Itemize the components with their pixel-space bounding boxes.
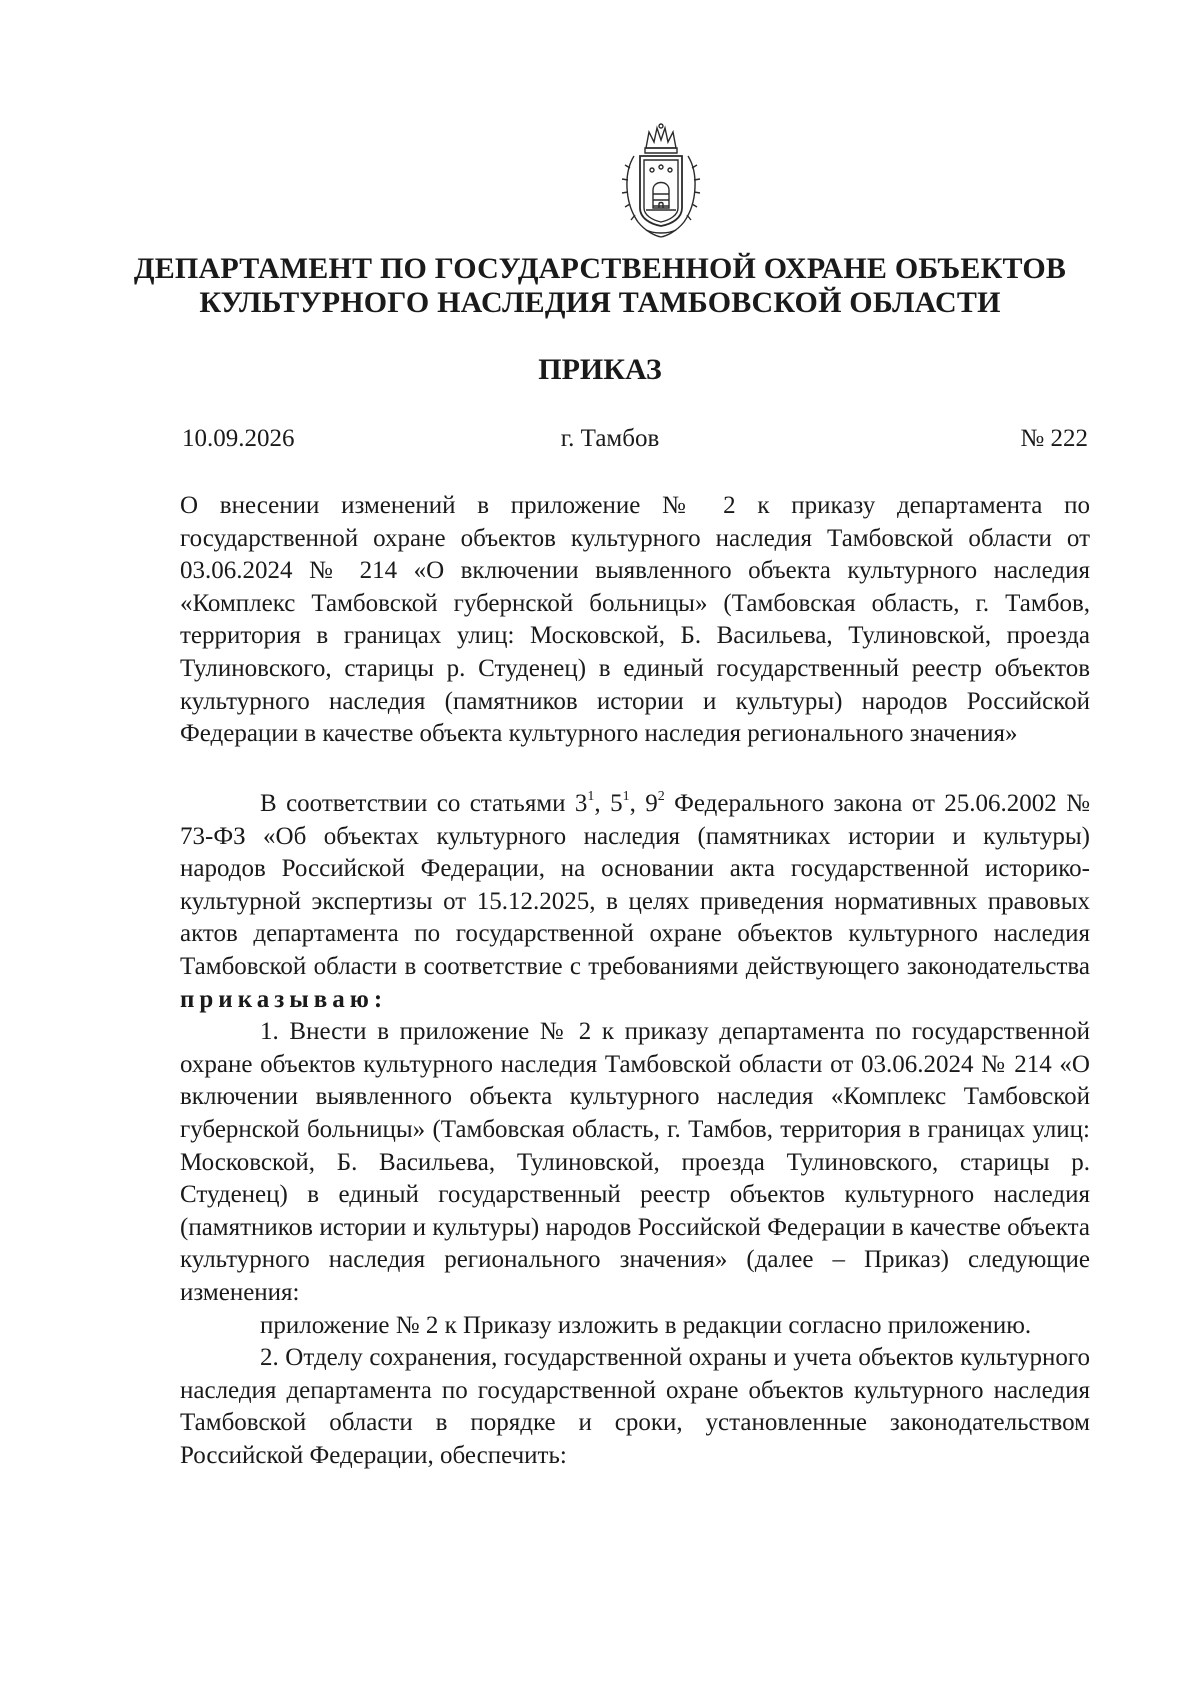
preamble-text-2: , 5 bbox=[594, 790, 623, 817]
order-verb: приказываю: bbox=[180, 985, 388, 1013]
order-item-1: 1. Внести в приложение № 2 к приказу департамента по государственной охране объектов культурного наследия Тамбовской области от 03.06.2024 № 214 «О включении выявленного объекта культурного наследия «Комплекс Тамбовской губернской больницы» (Тамбовская область, г. Тамбов, территория в границах улиц: Московской, Б. Васильева, Тулиновской, проезда Тулиновского, старицы р. Студенец) в единый государственный реестр объектов культурного наследия (памятников истории и культуры) народов Российской Федерации в качестве объекта культурного наследия регионального значения» (далее – Приказ) следующие изменения: bbox=[180, 1018, 1090, 1306]
order-date: 10.09.2026 bbox=[182, 425, 295, 452]
preamble-sup-1: 1 bbox=[587, 788, 595, 804]
order-subject: О внесении изменений в приложение № 2 к приказу департамента по государственной охране объектов культурного наследия Тамбовской области от 03.06.2024 № 214 «О включении выявленного объекта культурного наследия «Комплекс Тамбовской губернской больницы» (Тамбовская область, г. Тамбов, территория в границах улиц: Московской, Б. Васильева, Тулиновской, проезда Тулиновского, старицы р. Студенец) в единый государственный реестр объектов культурного наследия (памятников истории и культуры) народов Российской Федерации в качестве объекта культурного наследия регионального значения» bbox=[180, 492, 1090, 748]
coat-of-arms-icon bbox=[616, 122, 706, 240]
department-title bbox=[130, 252, 1070, 320]
preamble-paragraph bbox=[180, 788, 1090, 1016]
department-title-line-2: КУЛЬТУРНОГО НАСЛЕДИЯ ТАМБОВСКОЙ ОБЛАСТИ bbox=[199, 286, 1001, 319]
order-body bbox=[180, 788, 1090, 1472]
order-item-2: 2. Отделу сохранения, государственной охраны и учета объектов культурного наследия департамента по государственной охране объектов культурного наследия Тамбовской области в порядке и сроки, установленные законодательством Российской Федерации, обеспечить: bbox=[180, 1344, 1090, 1469]
preamble-sup-3: 2 bbox=[657, 788, 665, 804]
department-title-line-1: ДЕПАРТАМЕНТ ПО ГОСУДАРСТВЕННОЙ ОХРАНЕ ОБЪЕКТОВ bbox=[133, 252, 1067, 285]
order-heading: ПРИКАЗ bbox=[538, 353, 662, 386]
preamble-sup-2: 1 bbox=[622, 788, 630, 804]
order-item-1-sub: приложение № 2 к Приказу изложить в редакции согласно приложению. bbox=[260, 1311, 1032, 1339]
order-number: № 222 bbox=[1020, 425, 1088, 452]
preamble-text-3: , 9 bbox=[629, 790, 658, 817]
preamble-text-1: В соответствии со статьями 3 bbox=[260, 790, 588, 817]
preamble-text-4: Федерального закона от 25.06.2002 № 73-ФЗ «Об объектах культурного наследия (памятниках истории и культуры) народов Российской Федерации, на основании акта государственной историко-культурной экспертизы от 15.12.2025, в целях приведения нормативных правовых актов департамента по государственной охране объектов культурного наследия Тамбовской области в соответствие с требованиями действующего законодательства bbox=[180, 790, 1091, 980]
order-city: г. Тамбов bbox=[560, 425, 660, 452]
